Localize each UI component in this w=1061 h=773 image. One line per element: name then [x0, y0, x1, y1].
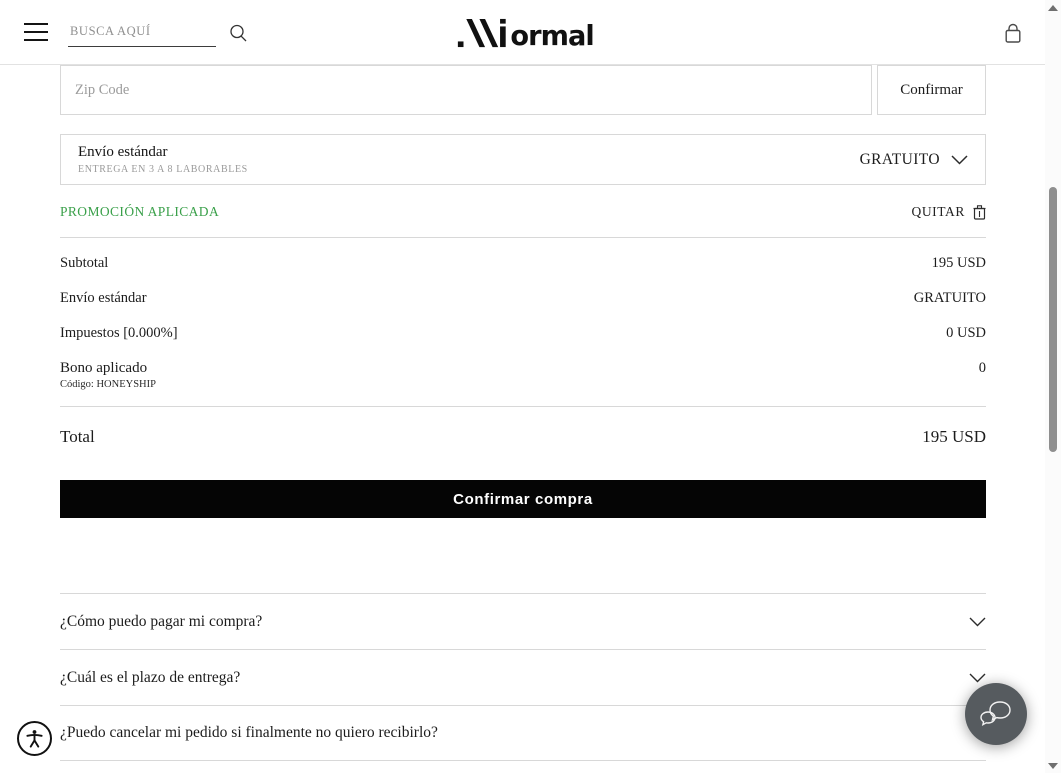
shipping-price: GRATUITO [859, 150, 940, 168]
zip-confirm-button[interactable]: Confirmar [877, 65, 986, 115]
scrollbar-thumb[interactable] [1049, 187, 1057, 452]
confirm-purchase-button[interactable]: Confirmar compra [60, 480, 986, 518]
promo-row [60, 201, 986, 223]
summary-label: Impuestos [0.000%] [60, 325, 178, 341]
shipping-method-info [78, 144, 248, 175]
summary-value: 0 [978, 360, 986, 376]
summary-value: GRATUITO [913, 290, 986, 306]
shipping-method-title: Envío estándar [78, 144, 168, 160]
total-value: 195 USD [922, 427, 986, 446]
search-icon[interactable] [228, 23, 248, 43]
summary-row-bonus [60, 360, 986, 390]
summary-row-shipping [60, 290, 986, 307]
divider [60, 237, 986, 238]
summary-label: Bono aplicado [60, 360, 148, 376]
faq-question: ¿Puedo cancelar mi pedido si finalmente no quiero recibirlo? [60, 724, 438, 741]
chat-bubbles-icon [978, 698, 1014, 730]
zip-code-input[interactable] [60, 65, 872, 115]
menu-icon[interactable] [24, 23, 48, 41]
summary-label: Subtotal [60, 255, 109, 271]
summary-value: 195 USD [931, 255, 986, 271]
summary-label-group [60, 360, 156, 390]
shipping-method-subtitle: ENTREGA EN 3 A 8 LABORABLES [78, 164, 248, 175]
total-label: Total [60, 427, 95, 446]
cart-bag-icon[interactable] [1003, 23, 1023, 50]
zip-code-row [60, 65, 986, 115]
header [0, 0, 1061, 65]
promo-applied-label: PROMOCIÓN APLICADA [60, 204, 220, 219]
accessibility-widget-button[interactable] [17, 721, 52, 756]
search-input[interactable] [68, 20, 228, 46]
nnormal-logo[interactable] [456, 18, 606, 53]
chevron-down-icon[interactable] [951, 155, 968, 165]
remove-promo-button[interactable] [911, 204, 986, 220]
chevron-down-icon[interactable] [969, 673, 986, 683]
faq-question: ¿Cómo puedo pagar mi compra? [60, 612, 263, 630]
chat-widget-button[interactable] [965, 683, 1027, 745]
svg-text:ormal: ormal [509, 21, 594, 48]
faq-accordion [60, 593, 986, 761]
remove-promo-label: QUITAR [911, 204, 965, 219]
scrollbar-down-arrow[interactable] [1048, 763, 1058, 769]
summary-value: 0 USD [946, 325, 986, 341]
total-row [60, 427, 986, 447]
chevron-down-icon[interactable] [969, 617, 986, 627]
summary-label: Envío estándar [60, 290, 147, 306]
trash-icon[interactable] [973, 205, 986, 220]
order-summary [60, 255, 986, 390]
bonus-code: Código: HONEYSHIP [60, 379, 156, 390]
faq-item-cancel-order[interactable] [60, 705, 986, 761]
divider [60, 406, 986, 407]
vertical-scrollbar[interactable] [1045, 0, 1061, 773]
scrollbar-up-arrow[interactable] [1048, 5, 1058, 11]
search-bar [68, 20, 216, 47]
checkout-summary-panel [60, 65, 986, 761]
summary-row-taxes [60, 325, 986, 342]
faq-item-delivery-time[interactable] [60, 649, 986, 705]
accessibility-icon [25, 729, 44, 748]
faq-question: ¿Cuál es el plazo de entrega? [60, 668, 241, 686]
summary-row-subtotal [60, 255, 986, 272]
shipping-method-selector[interactable] [60, 134, 986, 185]
faq-item-payment[interactable] [60, 593, 986, 649]
